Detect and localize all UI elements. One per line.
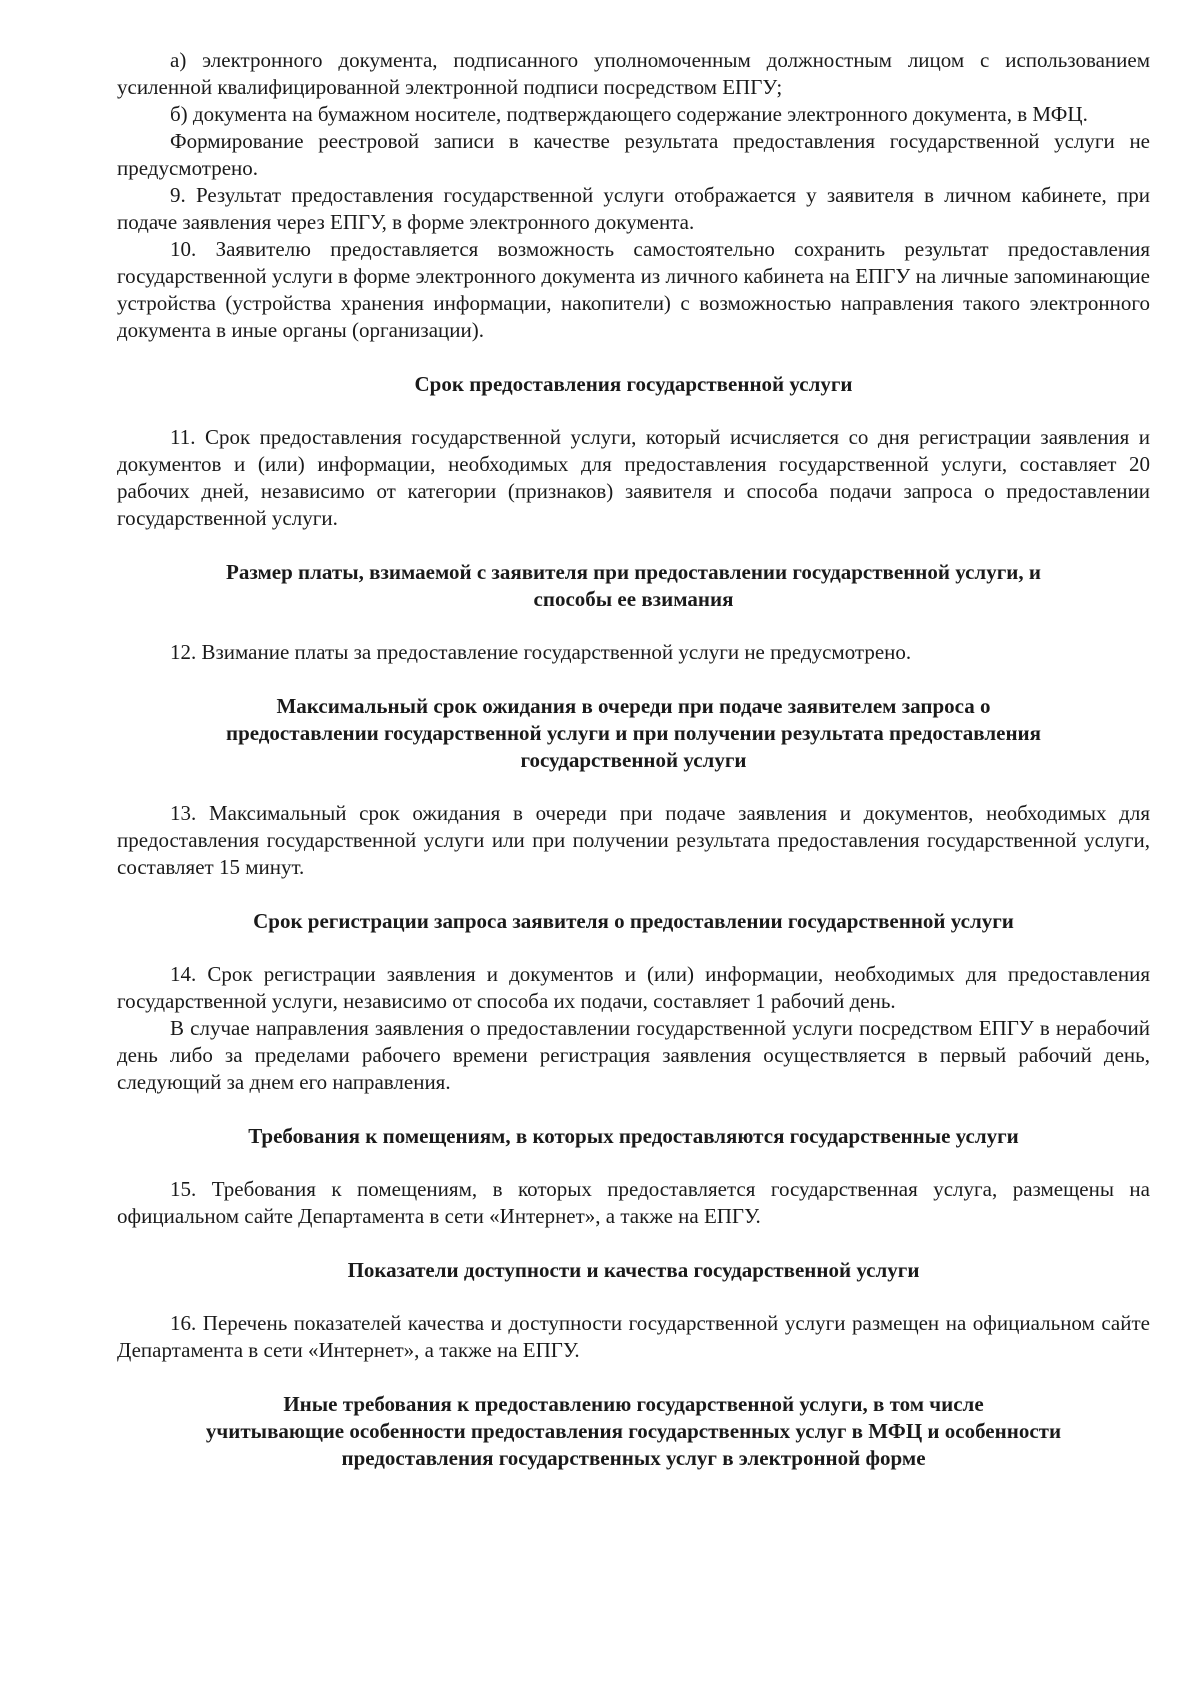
heading-plata-line-2: способы ее взимания [533, 587, 734, 611]
heading-ochered-line-1: Максимальный срок ожидания в очереди при подаче заявителем запроса о [276, 694, 991, 718]
heading-plata-line-1: Размер платы, взимаемой с заявителя при предоставлении государственной услуги, и [226, 560, 1041, 584]
heading-inye-line-3: предоставления государственных услуг в электронной форме [341, 1446, 926, 1470]
heading-srok: Срок предоставления государственной услуги [414, 372, 853, 396]
heading-registr: Срок регистрации запроса заявителя о предоставлении государственной услуги [253, 909, 1014, 933]
paragraph-15: 15. Требования к помещениям, в которых предоставляется государственная услуга, размещены на официальном сайте Департамента в сети «Интернет», а также на ЕПГУ. [117, 1177, 1150, 1228]
heading-ochered-line-2: предоставлении государственной услуги и при получении результата предоставления [225, 721, 1042, 745]
heading-inye-line-1: Иные требования к предоставлению государственной услуги, в том числе [283, 1392, 984, 1416]
heading-inye [117, 1391, 1150, 1472]
paragraph-11: 11. Срок предоставления государственной услуги, который исчисляется со дня регистрации заявления и документов и (или) информации, необходимых для предоставления государственной услуги, составляет 20 рабочих дней, независимо от категории (признаков) заявителя и способа подачи запроса о предоставлении государственной услуги. [117, 425, 1150, 530]
paragraph-12: 12. Взимание платы за предоставление государственной услуги не предусмотрено. [170, 640, 912, 664]
paragraph-9: 9. Результат предоставления государственной услуги отображается у заявителя в личном кабинете, при подаче заявления через ЕПГУ, в форме электронного документа. [117, 183, 1150, 234]
paragraph-16: 16. Перечень показателей качества и доступности государственной услуги размещен на официальном сайте Департамента в сети «Интернет», а также на ЕПГУ. [117, 1311, 1150, 1362]
heading-ochered-line-3: государственной услуги [520, 748, 747, 772]
document-body [117, 47, 1150, 1472]
paragraph-a: а) электронного документа, подписанного уполномоченным должностным лицом с использованием усиленной квалифицированной электронной подписи посредством ЕПГУ; [117, 48, 1150, 99]
heading-pomesh: Требования к помещениям, в которых предоставляются государственные услуги [248, 1124, 1019, 1148]
paragraph-14-b: В случае направления заявления о предоставлении государственной услуги посредством ЕПГУ в нерабочий день либо за пределами рабочего времени регистрация заявления осуществляется в первый рабочий день, следующий за днем его направления. [117, 1016, 1150, 1094]
paragraph-b: б) документа на бумажном носителе, подтверждающего содержание электронного документа, в МФЦ. [170, 102, 1088, 126]
heading-pokaz: Показатели доступности и качества государственной услуги [347, 1258, 920, 1282]
paragraph-10: 10. Заявителю предоставляется возможность самостоятельно сохранить результат предоставления государственной услуги в форме электронного документа из личного кабинета на ЕПГУ на личные запоминающие устройства (устройства хранения информации, накопители) с возможностью направления такого электронного документа в иные органы (организации). [117, 237, 1150, 342]
paragraph-13: 13. Максимальный срок ожидания в очереди при подаче заявления и документов, необходимых для предоставления государственной услуги или при получении результата предоставления государственной услуги, составляет 15 минут. [117, 801, 1150, 879]
heading-plata [117, 559, 1150, 613]
heading-inye-line-2: учитывающие особенности предоставления государственных услуг в МФЦ и особенности [205, 1419, 1062, 1443]
heading-ochered [117, 693, 1150, 774]
paragraph-reestr: Формирование реестровой записи в качестве результата предоставления государственной услуги не предусмотрено. [117, 129, 1150, 180]
paragraph-14: 14. Срок регистрации заявления и документов и (или) информации, необходимых для предоставления государственной услуги, независимо от способа их подачи, составляет 1 рабочий день. [117, 962, 1150, 1013]
